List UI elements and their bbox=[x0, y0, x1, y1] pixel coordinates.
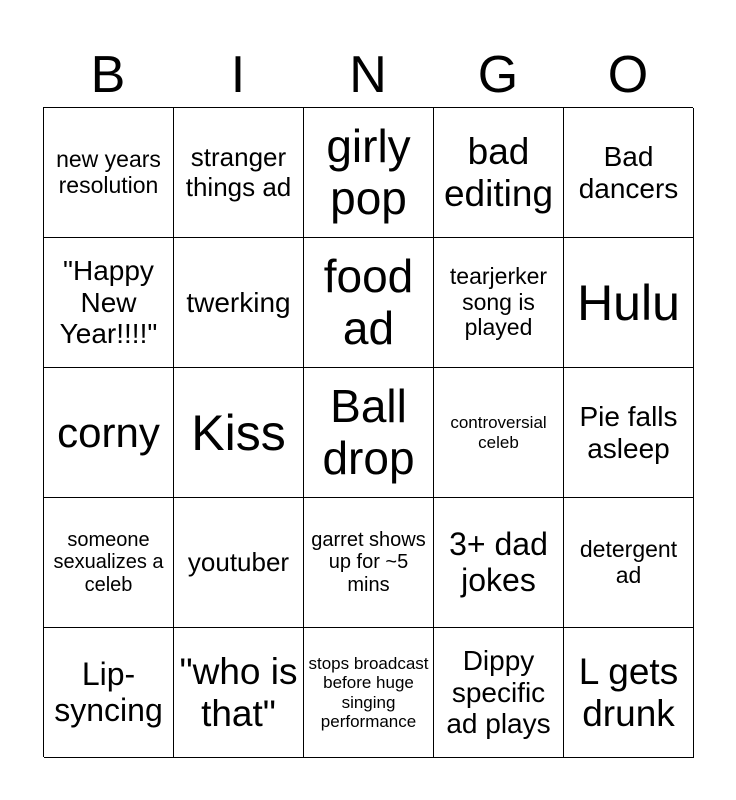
cell-text: stranger things ad bbox=[185, 142, 292, 202]
cell-text: 3+ dad jokes bbox=[449, 525, 548, 598]
bingo-cell[interactable] bbox=[174, 628, 304, 758]
cell-text: new years resolution bbox=[56, 145, 161, 198]
bingo-header bbox=[43, 45, 693, 105]
cell-text: Kiss bbox=[191, 404, 286, 461]
bingo-cell[interactable] bbox=[434, 368, 564, 498]
bingo-cell[interactable] bbox=[304, 628, 434, 758]
bingo-cell[interactable] bbox=[434, 498, 564, 628]
cell-text: stops broadcast before huge singing performance bbox=[308, 654, 429, 731]
cell-text: someone sexualizes a celeb bbox=[53, 528, 164, 596]
bingo-cell[interactable] bbox=[44, 368, 174, 498]
bingo-cell[interactable] bbox=[44, 238, 174, 368]
cell-text: girly pop bbox=[326, 119, 411, 224]
header-letter-o: O bbox=[607, 46, 649, 104]
bingo-cell[interactable] bbox=[304, 108, 434, 238]
bingo-cell[interactable] bbox=[304, 498, 434, 628]
cell-text: bad editing bbox=[443, 131, 554, 214]
bingo-cell[interactable] bbox=[174, 238, 304, 368]
cell-text: corny bbox=[57, 408, 160, 456]
header-letter-n: N bbox=[349, 46, 387, 104]
header-letter-g: G bbox=[477, 46, 519, 104]
bingo-cell[interactable] bbox=[44, 498, 174, 628]
cell-text: twerking bbox=[186, 286, 291, 318]
cell-text: tearjerker song is played bbox=[449, 262, 548, 341]
cell-text: L gets drunk bbox=[578, 651, 679, 734]
bingo-cell[interactable] bbox=[434, 108, 564, 238]
cell-text: Pie falls asleep bbox=[579, 401, 678, 464]
cell-text: garret shows up for ~5 mins bbox=[311, 528, 426, 596]
header-letter-b: B bbox=[90, 46, 126, 104]
cell-text: "Happy New Year!!!!" bbox=[59, 255, 158, 350]
bingo-grid bbox=[43, 107, 693, 757]
cell-text: Dippy specific ad plays bbox=[446, 645, 551, 740]
bingo-cell[interactable] bbox=[304, 238, 434, 368]
header-letter-i: I bbox=[230, 46, 246, 104]
bingo-cell[interactable] bbox=[434, 238, 564, 368]
bingo-cell[interactable] bbox=[564, 628, 694, 758]
cell-text: "who is that" bbox=[179, 651, 298, 734]
bingo-cell[interactable] bbox=[434, 628, 564, 758]
bingo-cell[interactable] bbox=[174, 368, 304, 498]
cell-text: Hulu bbox=[577, 274, 680, 331]
bingo-cell[interactable] bbox=[564, 238, 694, 368]
bingo-cell[interactable] bbox=[304, 368, 434, 498]
cell-text: Ball drop bbox=[322, 379, 415, 484]
bingo-cell[interactable] bbox=[564, 498, 694, 628]
bingo-cell[interactable] bbox=[564, 108, 694, 238]
cell-text: food ad bbox=[323, 249, 414, 354]
cell-text: youtuber bbox=[187, 546, 290, 577]
bingo-cell[interactable] bbox=[174, 498, 304, 628]
bingo-cell[interactable] bbox=[44, 108, 174, 238]
bingo-cell[interactable] bbox=[174, 108, 304, 238]
cell-text: controversial celeb bbox=[450, 413, 547, 452]
bingo-cell[interactable] bbox=[564, 368, 694, 498]
cell-text: Bad dancers bbox=[578, 141, 679, 204]
cell-text: Lip-syncing bbox=[54, 655, 163, 728]
cell-text: detergent ad bbox=[579, 535, 678, 588]
bingo-cell[interactable] bbox=[44, 628, 174, 758]
